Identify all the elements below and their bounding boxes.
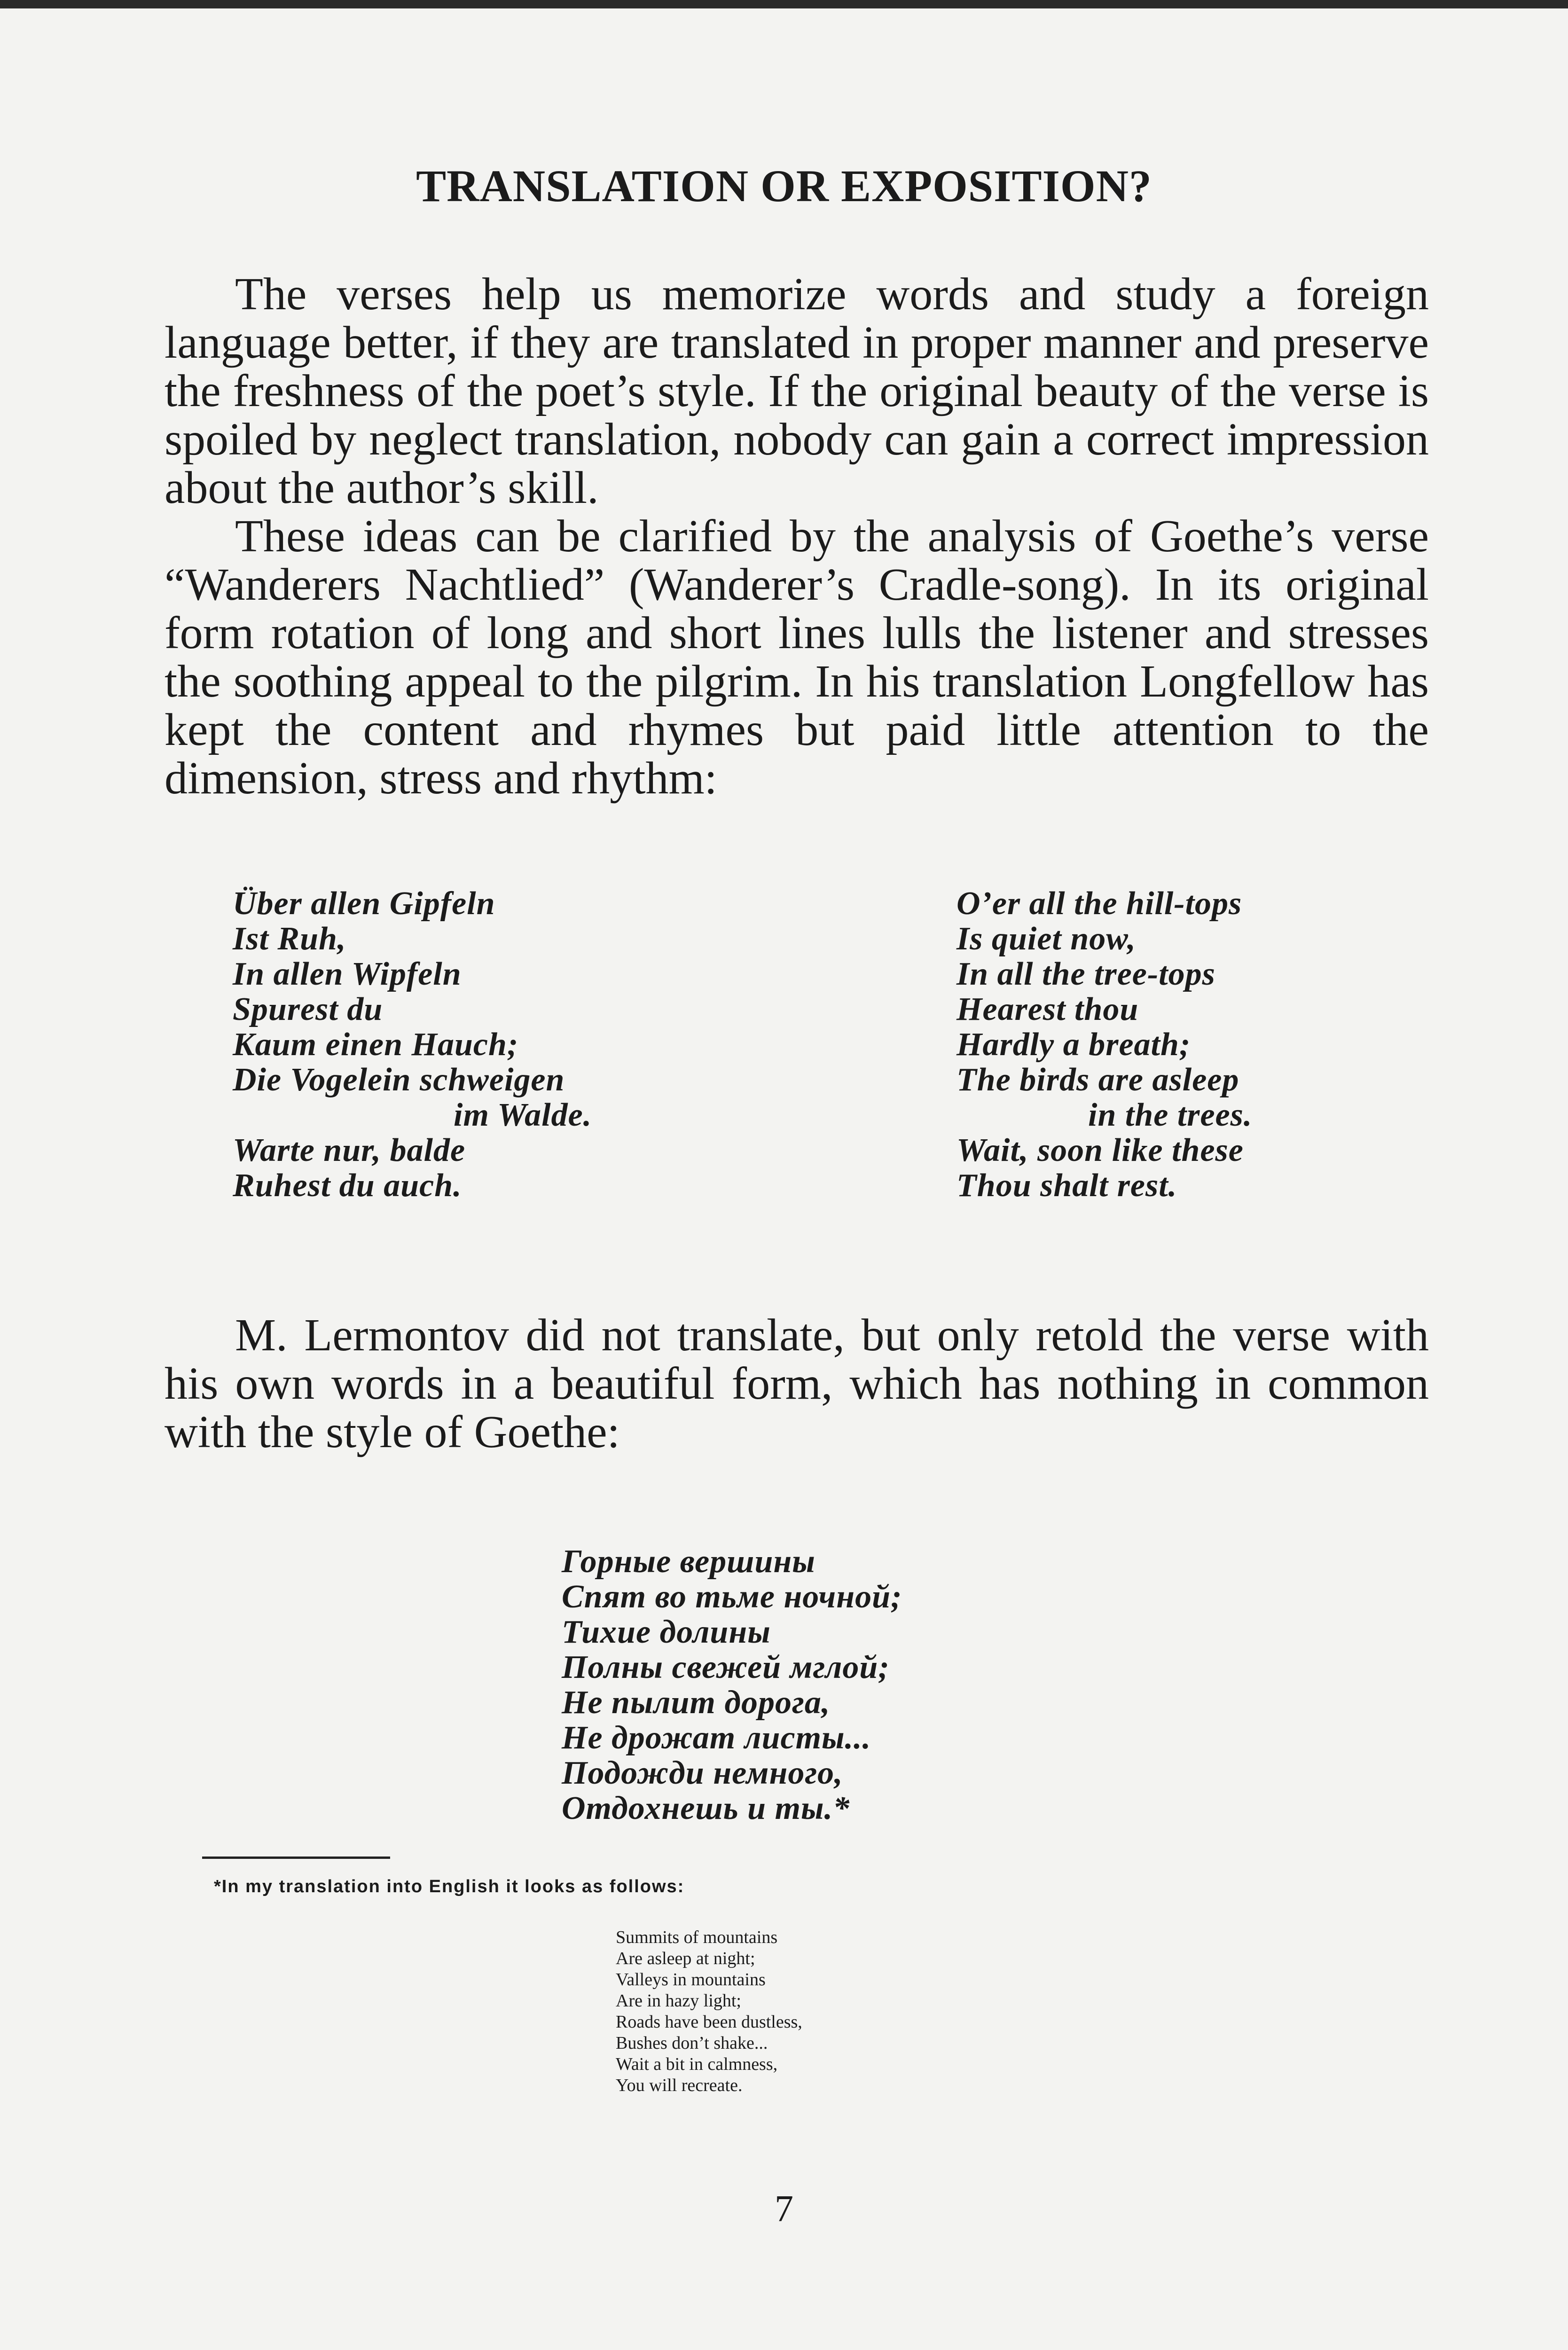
longfellow-verse (956, 886, 1252, 1203)
footnote-line: Are in hazy light; (616, 1991, 741, 2011)
intro-text (165, 270, 1429, 803)
verse-line: Hearest thou (956, 991, 1139, 1027)
footnote-line: Valleys in mountains (616, 1970, 766, 1990)
lermontov-verse (562, 1544, 902, 1826)
page-number: 7 (775, 2188, 793, 2230)
paragraph-3: M. Lermontov did not translate, but only retold the verse with his own words in a beautiful form, which has nothing in common with the style of Goethe: (165, 1310, 1429, 1457)
page-title: TRANSLATION OR EXPOSITION? (416, 161, 1152, 211)
verse-line: Полны свежей мглой; (562, 1649, 890, 1685)
footnote-line: Bushes don’t shake... (616, 2033, 768, 2053)
verse-line: Горные вершины (562, 1543, 815, 1580)
german-verse (233, 886, 592, 1203)
verse-line: Ruhest du auch. (233, 1167, 462, 1204)
verse-line: Не дрожат листы... (562, 1720, 871, 1756)
verse-line: Kaum einen Hauch; (233, 1026, 519, 1063)
verse-line: Спят во тьме ночной; (562, 1579, 902, 1615)
verse-line: Не пылит дорога, (562, 1684, 831, 1721)
paragraph-2: These ideas can be clarified by the analysis of Goethe’s verse “Wanderers Nachtlied” (Wanderer’s Cradle-song). In its original form rotation of long and short lines lulls the listener and stresses the soothing appeal to the pilgrim. In his translation Longfellow has kept the content and rhymes but paid little attention to the dimension, stress and rhythm: (165, 511, 1429, 804)
footnote-line: Wait a bit in calmness, (616, 2054, 778, 2074)
footnote-line: You will recreate. (616, 2076, 743, 2095)
verse-line: In all the tree-tops (956, 956, 1215, 992)
paragraph-1: The verses help us memorize words and study a foreign language better, if they are translated in proper manner and preserve the freshness of the poet’s style. If the original beauty of the verse is spoiled by neglect translation, nobody can gain a correct impression about the author’s skill. (165, 269, 1429, 513)
verse-line: Wait, soon like these (956, 1132, 1244, 1168)
verse-line: Die Vogelein schweigen (233, 1062, 565, 1098)
verse-line: Spurest du (233, 991, 383, 1027)
verse-line: Is quiet now, (956, 921, 1136, 957)
verse-line: O’er all the hill-tops (956, 885, 1242, 922)
verse-line: Подожди немного, (562, 1755, 843, 1791)
verse-line: Über allen Gipfeln (233, 885, 495, 922)
verse-line: Thou shalt rest. (956, 1167, 1177, 1204)
footnote-line: Summits of mountains (616, 1927, 778, 1947)
verse-line: Тихие долины (562, 1614, 771, 1650)
footnote-line: Roads have been dustless, (616, 2012, 802, 2032)
verse-line: The birds are asleep (956, 1062, 1239, 1098)
verse-line: Ist Ruh, (233, 921, 346, 957)
footnote-intro: *In my translation into English it looks as follows: (214, 1877, 685, 1896)
verse-line: Warte nur, balde (233, 1132, 466, 1168)
lermontov-text (165, 1311, 1429, 1457)
footnote-line: Are asleep at night; (616, 1949, 755, 1968)
footnote-divider (202, 1856, 390, 1859)
page-top-edge (0, 0, 1568, 8)
verse-line: In allen Wipfeln (233, 956, 462, 992)
footnote-verse (616, 1927, 802, 2096)
verse-line: Hardly a breath; (956, 1026, 1191, 1063)
verse-line: Отдохнешь и ты.* (562, 1790, 850, 1826)
verse-line: im Walde. (454, 1097, 592, 1133)
verse-line: in the trees. (1088, 1097, 1253, 1133)
